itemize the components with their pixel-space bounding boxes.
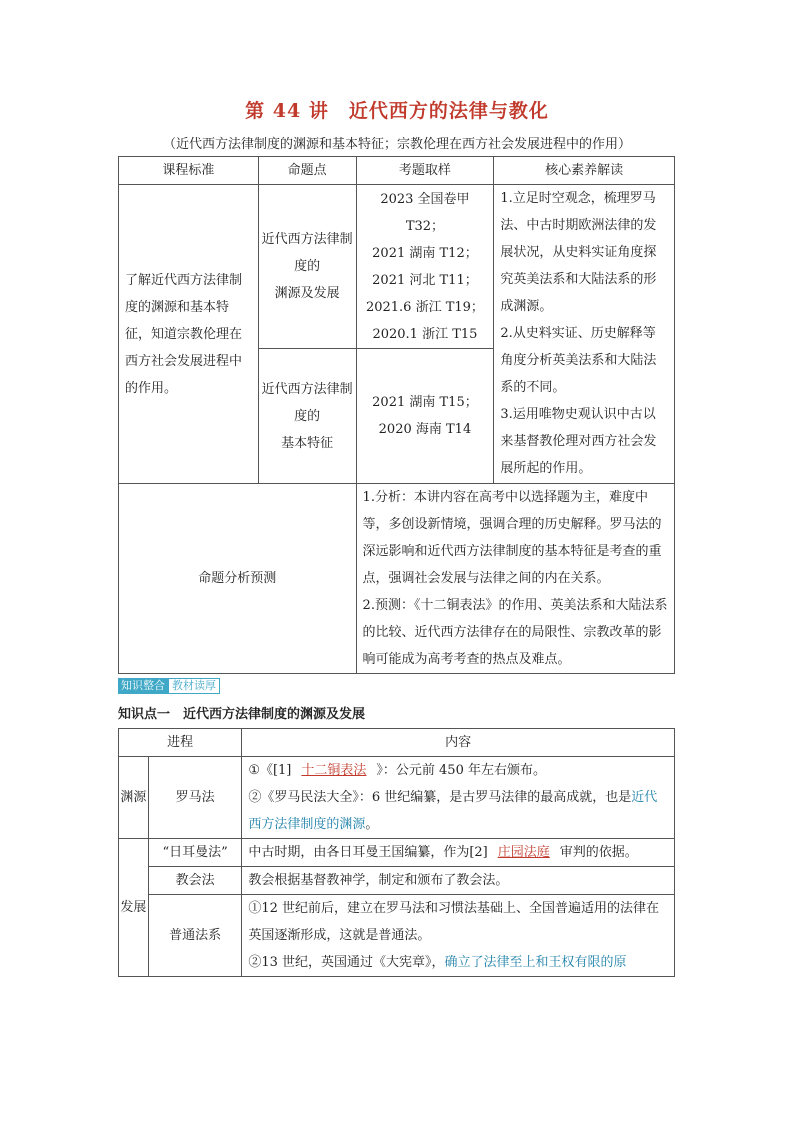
group-development: 发展 bbox=[119, 839, 149, 977]
tag-knowledge: 知识整合 bbox=[118, 678, 168, 694]
header-standard: 课程标准 bbox=[119, 157, 259, 185]
point-1: 近代西方法律制 度的 渊源及发展 bbox=[258, 185, 356, 349]
row-label-roman: 罗马法 bbox=[148, 757, 241, 839]
point-2: 近代西方法律制 度的 基本特征 bbox=[258, 349, 356, 484]
table-row bbox=[119, 484, 675, 674]
analysis-label: 命题分析预测 bbox=[119, 484, 357, 674]
header-literacy: 核心素养解读 bbox=[494, 157, 675, 185]
exam-samples-1: 2023 全国卷甲 T32； 2021 湖南 T12； 2021 河北 T11； 2021.6 浙江 T19； 2020.1 浙江 T15 bbox=[356, 185, 494, 349]
header-process: 进程 bbox=[119, 729, 242, 757]
course-standard: 了解近代西方法律制度的渊源和基本特征，知道宗教伦理在西方社会发展进程中的作用。 bbox=[119, 185, 259, 484]
germanic-law-content: 中古时期，由各日耳曼王国编纂，作为[2] 庄园法庭 审判的依据。 bbox=[242, 839, 675, 867]
overview-header-row bbox=[119, 157, 675, 185]
tag-textbook: 教材读厚 bbox=[168, 678, 220, 694]
table-row bbox=[119, 757, 675, 839]
table-row bbox=[119, 185, 675, 349]
highlight-text: 确立了法律至上和王权有限的原 bbox=[444, 955, 627, 970]
canon-law-content: 教会根据基督教神学，制定和颁布了教会法。 bbox=[242, 867, 675, 895]
literacy-item: 3.运用唯物史观认识中古以来基督教伦理对西方社会发展所起的作用。 bbox=[500, 407, 657, 476]
row-label-germanic: “日耳曼法” bbox=[148, 839, 241, 867]
row-label-canon: 教会法 bbox=[148, 867, 241, 895]
content-header-row bbox=[119, 729, 675, 757]
header-exams: 考题取样 bbox=[356, 157, 494, 185]
section-tags bbox=[118, 678, 220, 694]
header-points: 命题点 bbox=[258, 157, 356, 185]
exam-samples-2: 2021 湖南 T15； 2020 海南 T14 bbox=[356, 349, 494, 484]
section-title: 知识点一 近代西方法律制度的渊源及发展 bbox=[118, 707, 366, 722]
row-label-common: 普通法系 bbox=[148, 895, 241, 977]
highlight-text: 近代西方法律制度的渊源 bbox=[248, 790, 658, 832]
content-table bbox=[118, 728, 675, 977]
table-row bbox=[119, 895, 675, 977]
literacy-item: 2.从史料实证、历史解释等角度分析英美法系和大陆法系的不同。 bbox=[500, 326, 657, 395]
answer-1: 十二铜表法 bbox=[301, 763, 367, 778]
literacy-cell bbox=[494, 185, 675, 484]
page-title: 第 44 讲 近代西方的法律与教化 bbox=[245, 100, 549, 122]
literacy-item: 1.立足时空观念，梳理罗马法、中古时期欧洲法律的发展状况，从史料实证角度探究英美法系和大陆法系的形成渊源。 bbox=[500, 191, 657, 314]
header-content: 内容 bbox=[242, 729, 675, 757]
group-origin: 渊源 bbox=[119, 757, 149, 839]
overview-table bbox=[118, 156, 675, 674]
table-row bbox=[119, 867, 675, 895]
common-law-content: ①12 世纪前后，建立在罗马法和习惯法基础上、全国普遍适用的法律在英国逐渐形成，这就是普通法。 ②13 世纪，英国通过《大宪章》，确立了法律至上和王权有限的原 bbox=[242, 895, 675, 977]
roman-law-content: ①《[1] 十二铜表法 》：公元前 450 年左右颁布。 ②《罗马民法大全》：6 世纪编纂，是古罗马法律的最高成就，也是近代西方法律制度的渊源。 bbox=[242, 757, 675, 839]
table-row bbox=[119, 839, 675, 867]
analysis-text: 1.分析：本讲内容在高考中以选择题为主，难度中等，多创设新情境，强调合理的历史解释。罗马法的深远影响和近代西方法律制度的基本特征是考查的重点，强调社会发展与法律之间的内在关系。 2.预测：《十二铜表法》的作用、英美法系和大陆法系的比较、近代西方法律存在的局限性、宗教改革的影响可能成为高考考查的热点及难点。 bbox=[356, 484, 674, 674]
page-subtitle: （近代西方法律制度的渊源和基本特征；宗教伦理在西方社会发展进程中的作用） bbox=[162, 137, 631, 152]
answer-2: 庄园法庭 bbox=[497, 845, 550, 860]
